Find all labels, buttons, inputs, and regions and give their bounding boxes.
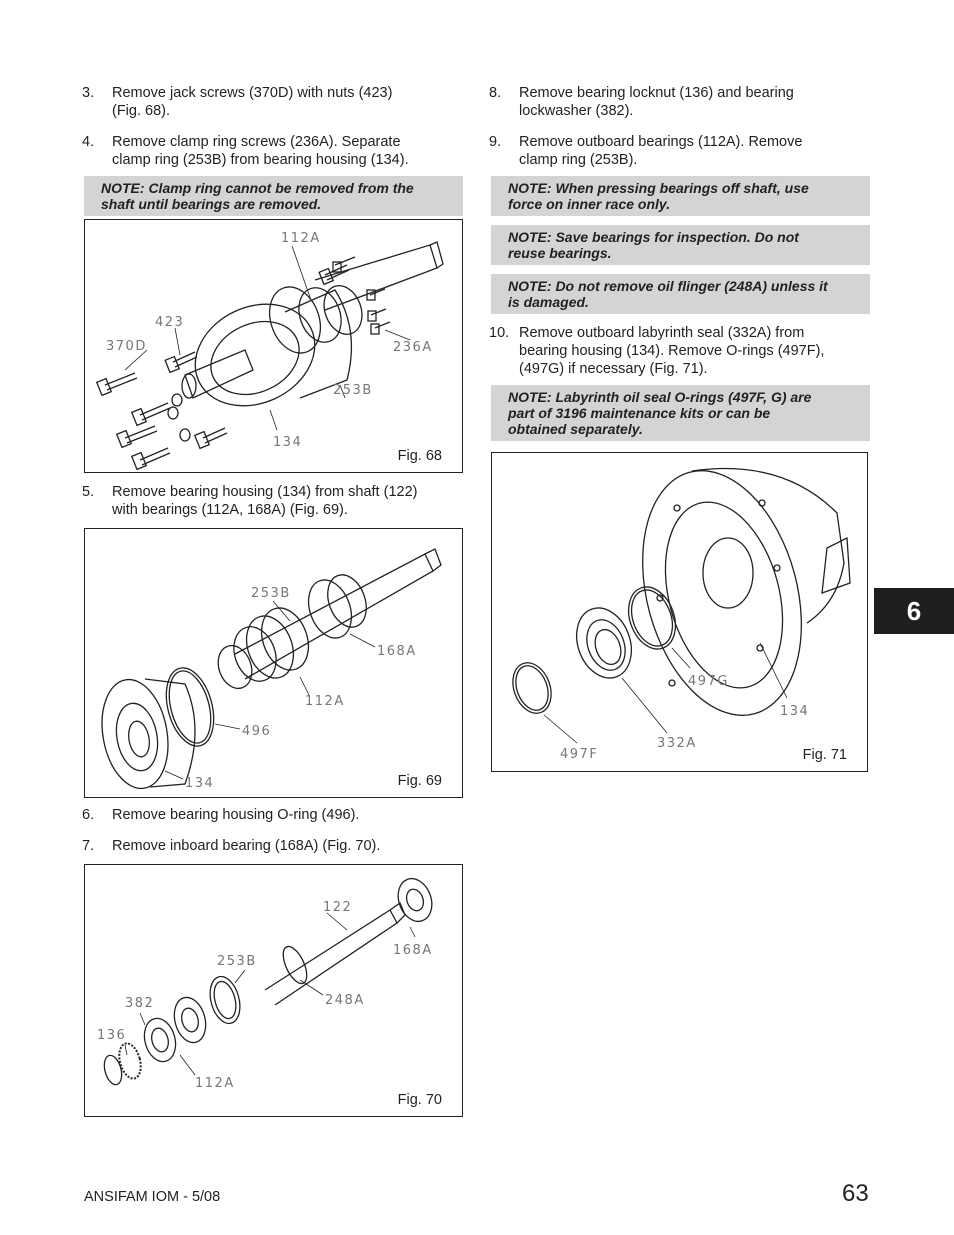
step-text: Remove bearing housing O-ring (496). bbox=[112, 807, 360, 823]
fig71-label-134: 134 bbox=[780, 704, 810, 719]
step-text: Remove inboard bearing (168A) (Fig. 70). bbox=[112, 838, 381, 854]
fig68-label-134: 134 bbox=[273, 435, 303, 450]
page-number: 63 bbox=[842, 1180, 869, 1207]
step-number: 8. bbox=[489, 85, 502, 101]
step-number: 9. bbox=[489, 134, 502, 150]
fig68-label-253b: 253B bbox=[333, 383, 373, 398]
fig71-drawing bbox=[492, 453, 868, 772]
step-text: Remove clamp ring screws (236A). Separate clamp ring (253B) from bearing housing (134). bbox=[112, 134, 409, 168]
step-number: 7. bbox=[82, 838, 95, 854]
figure-71 bbox=[491, 452, 868, 772]
section-tab: 6 bbox=[874, 588, 954, 634]
step-text: Remove bearing locknut (136) and bearing lockwasher (382). bbox=[519, 85, 794, 119]
note-oil-flinger: NOTE: Do not remove oil flinger (248A) unless it is damaged. bbox=[491, 274, 870, 314]
step-number: 6. bbox=[82, 807, 95, 823]
fig68-drawing bbox=[85, 220, 463, 473]
note-pressing-bearings: NOTE: When pressing bearings off shaft, use force on inner race only. bbox=[491, 176, 870, 216]
step-9 bbox=[489, 133, 869, 173]
figure-68 bbox=[84, 219, 463, 473]
fig70-label-136: 136 bbox=[97, 1028, 127, 1043]
fig70-label-248a: 248A bbox=[325, 993, 365, 1008]
step-text: Remove outboard bearings (112A). Remove clamp ring (253B). bbox=[519, 134, 803, 168]
figure-69 bbox=[84, 528, 463, 798]
fig71-label-332a: 332A bbox=[657, 736, 697, 751]
note-labyrinth-orings: NOTE: Labyrinth oil seal O-rings (497F, G) are part of 3196 maintenance kits or can be obtained separately. bbox=[491, 385, 870, 441]
step-8 bbox=[489, 84, 869, 124]
step-text: Remove outboard labyrinth seal (332A) from bearing housing (134). Remove O-rings (497F), (497G) if necessary (Fig. 71). bbox=[519, 325, 825, 377]
fig71-label-497g: 497G bbox=[688, 674, 729, 689]
step-number: 10. bbox=[489, 325, 510, 341]
fig69-drawing bbox=[85, 529, 463, 798]
step-4 bbox=[82, 133, 462, 173]
fig71-label-497f: 497F bbox=[560, 747, 599, 762]
step-number: 5. bbox=[82, 484, 95, 500]
fig68-label-112a: 112A bbox=[281, 231, 321, 246]
figure-caption: Fig. 71 bbox=[802, 747, 847, 763]
fig68-label-370d: 370D bbox=[106, 339, 147, 354]
step-number: 3. bbox=[82, 85, 95, 101]
fig70-label-382: 382 bbox=[125, 996, 155, 1011]
step-7 bbox=[82, 837, 462, 857]
step-5 bbox=[82, 483, 462, 523]
step-text: Remove bearing housing (134) from shaft (122) with bearings (112A, 168A) (Fig. 69). bbox=[112, 484, 418, 518]
fig68-label-423: 423 bbox=[155, 315, 185, 330]
step-6 bbox=[82, 806, 462, 826]
fig69-label-112a: 112A bbox=[305, 694, 345, 709]
fig70-label-168a: 168A bbox=[393, 943, 433, 958]
figure-caption: Fig. 70 bbox=[397, 1092, 442, 1108]
fig68-label-236a: 236A bbox=[393, 340, 433, 355]
step-10 bbox=[489, 324, 869, 382]
fig70-label-253b: 253B bbox=[217, 954, 257, 969]
figure-70 bbox=[84, 864, 463, 1117]
fig69-label-134: 134 bbox=[185, 776, 215, 791]
step-number: 4. bbox=[82, 134, 95, 150]
fig70-drawing bbox=[85, 865, 463, 1117]
fig69-label-168a: 168A bbox=[377, 644, 417, 659]
step-3 bbox=[82, 84, 462, 124]
footer-document-id: ANSIFAM IOM - 5/08 bbox=[84, 1189, 221, 1205]
figure-caption: Fig. 68 bbox=[397, 448, 442, 464]
fig70-label-122: 122 bbox=[323, 900, 353, 915]
fig69-label-496: 496 bbox=[242, 724, 272, 739]
figure-caption: Fig. 69 bbox=[397, 773, 442, 789]
fig70-label-112a: 112A bbox=[195, 1076, 235, 1091]
note-clamp-ring: NOTE: Clamp ring cannot be removed from the shaft until bearings are removed. bbox=[84, 176, 463, 216]
step-text: Remove jack screws (370D) with nuts (423) (Fig. 68). bbox=[112, 85, 393, 119]
fig69-label-253b: 253B bbox=[251, 586, 291, 601]
note-save-bearings: NOTE: Save bearings for inspection. Do not reuse bearings. bbox=[491, 225, 870, 265]
